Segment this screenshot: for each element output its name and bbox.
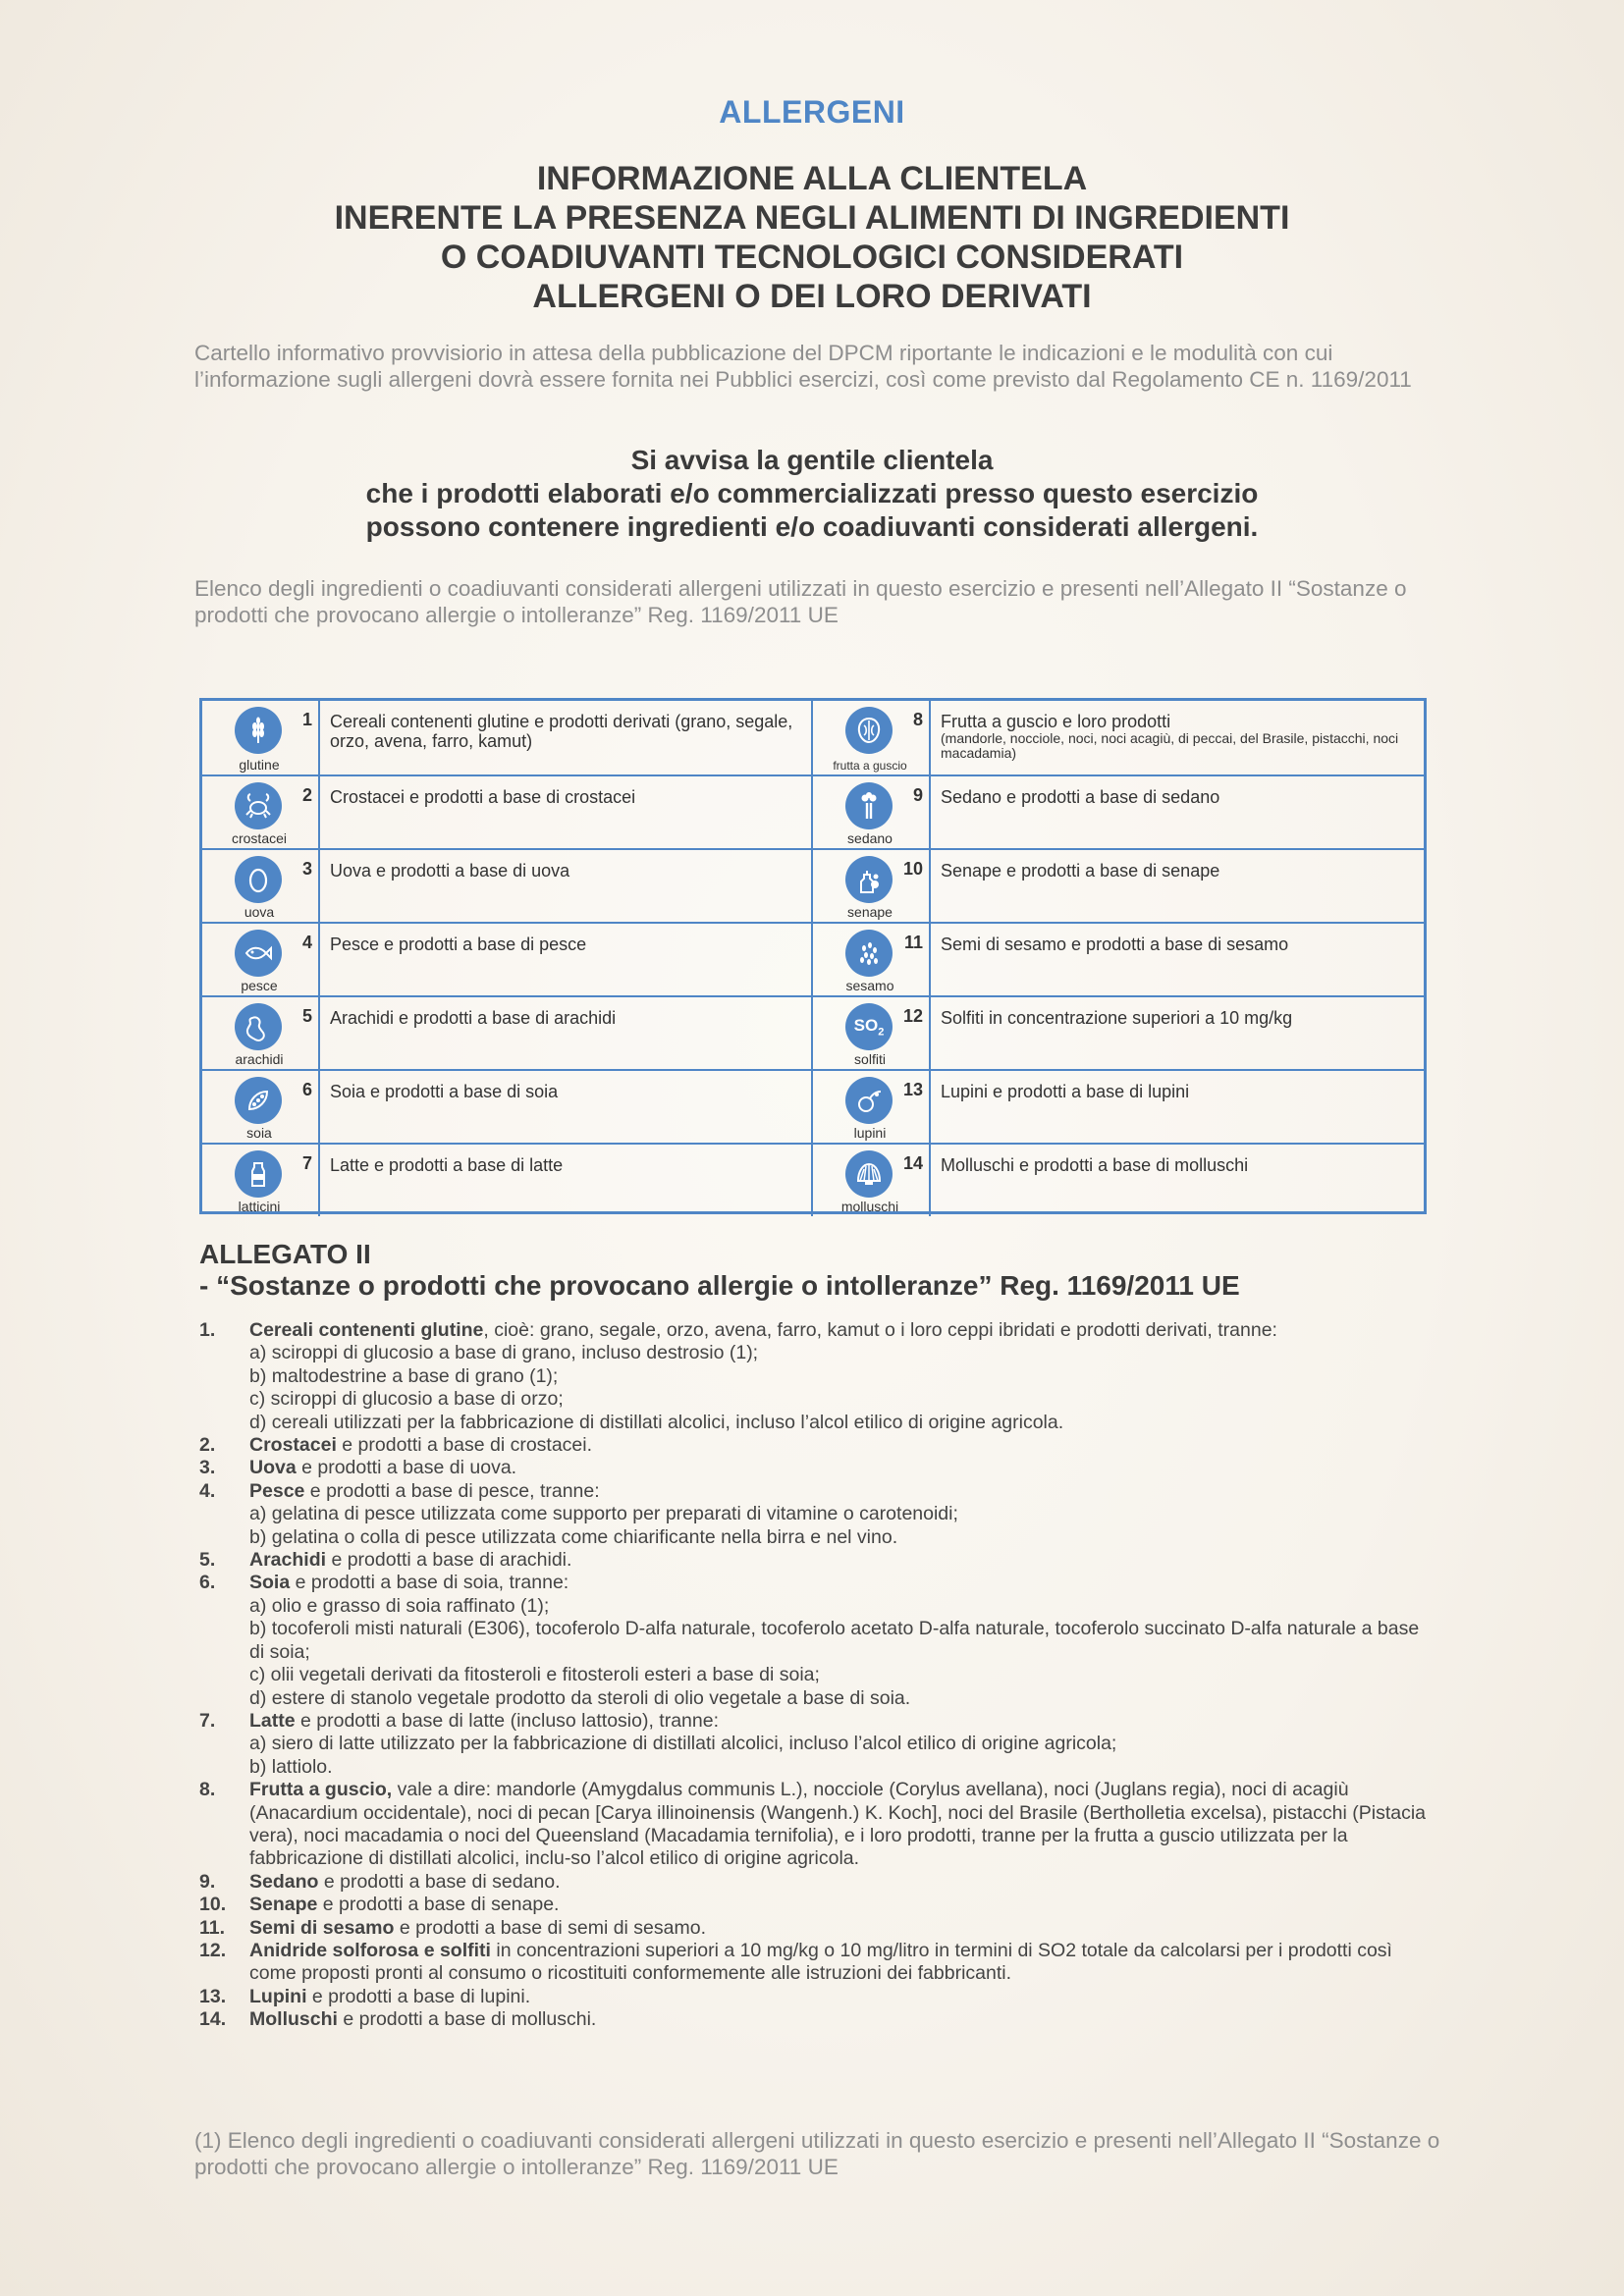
list-item xyxy=(199,1940,1435,1986)
allergen-row xyxy=(202,1069,1424,1143)
allergen-text: Soia e prodotti a base di soia xyxy=(330,1082,559,1101)
icon-caption: uova xyxy=(244,904,275,920)
sesame-icon xyxy=(845,930,893,977)
allergen-cell-sesamo xyxy=(813,924,1424,995)
so2-subscript: 2 xyxy=(878,1026,885,1039)
allergen-list-intro: Elenco degli ingredienti o coadiuvanti considerati allergeni utilizzati in questo esercizio e presenti nell’Allegato II “Sostanze o prodotti che provocano allergie o intolleranze” Reg. 1169/2011 UE xyxy=(194,576,1407,627)
list-item-number: 3. xyxy=(199,1457,216,1479)
icon-box xyxy=(202,850,320,922)
peanut-icon xyxy=(235,1003,282,1050)
list-item xyxy=(199,1871,1435,1894)
allergen-text: Molluschi e prodotti a base di molluschi xyxy=(941,1155,1249,1175)
list-item-text: e prodotti a base di lupini. xyxy=(306,1985,531,2007)
list-item-number: 2. xyxy=(199,1434,216,1457)
icon-caption: sesamo xyxy=(845,978,894,993)
icon-box xyxy=(813,924,931,995)
icon-box xyxy=(813,1145,931,1216)
allergen-row xyxy=(202,1143,1424,1216)
list-item xyxy=(199,1549,1435,1572)
list-item-term: Molluschi xyxy=(249,2008,338,2031)
allergen-cell-solfiti xyxy=(813,997,1424,1069)
title-line: INERENTE LA PRESENZA NEGLI ALIMENTI DI INGREDIENTI xyxy=(334,199,1290,237)
list-subitem: b) maltodestrine a base di grano (1); xyxy=(249,1364,559,1387)
list-item-text: e prodotti a base di latte (incluso lattosio), tranne: xyxy=(295,1709,720,1732)
list-item-text: e prodotti a base di sedano. xyxy=(318,1870,561,1893)
list-subitem: d) cereali utilizzati per la fabbricazione di distillati alcolici, incluso l’alcol etilico di origine agricola. xyxy=(249,1411,1064,1433)
allergen-cell-latticini xyxy=(202,1145,813,1216)
list-item-text: e prodotti a base di uova. xyxy=(296,1457,517,1479)
icon-caption: frutta a guscio xyxy=(833,759,907,773)
egg-icon xyxy=(235,856,282,903)
icon-box xyxy=(202,776,320,848)
icon-box xyxy=(813,776,931,848)
list-subitem: a) siero di latte utilizzato per la fabbricazione di distillati alcolici, incluso l’alcol etilico di origine agricola; xyxy=(249,1733,1117,1755)
icon-box xyxy=(813,701,931,774)
list-item-number: 5. xyxy=(199,1549,216,1572)
title-line: INFORMAZIONE ALLA CLIENTELA xyxy=(536,160,1088,197)
allergen-description xyxy=(330,934,801,954)
allergen-cell-senape xyxy=(813,850,1424,922)
list-subitem: b) gelatina o colla di pesce utilizzata come chiarificante nella birra e nel vino. xyxy=(249,1525,898,1548)
fish-icon xyxy=(235,930,282,977)
lupin-icon xyxy=(845,1077,893,1124)
allergen-description xyxy=(941,861,1412,881)
list-item-term: Arachidi xyxy=(249,1549,327,1572)
allergen-description xyxy=(330,1008,801,1028)
allergen-number: 2 xyxy=(301,785,312,805)
allergen-row xyxy=(202,701,1424,774)
allergen-cell-crostacei xyxy=(202,776,813,848)
allergen-row xyxy=(202,922,1424,995)
icon-caption: molluschi xyxy=(840,1199,899,1214)
icon-box xyxy=(813,997,931,1069)
allergen-description xyxy=(330,712,801,751)
list-item-text: e prodotti a base di semi di sesamo. xyxy=(394,1916,706,1939)
list-item xyxy=(199,1480,1435,1549)
list-item-term: Latte xyxy=(249,1709,296,1732)
list-item xyxy=(199,1457,1435,1479)
notice xyxy=(194,444,1430,544)
allergen-row xyxy=(202,774,1424,848)
allegato-list xyxy=(199,1319,1435,2032)
allergen-text: Pesce e prodotti a base di pesce xyxy=(330,934,587,954)
title-line: ALLERGENI O DEI LORO DERIVATI xyxy=(532,278,1092,315)
allergen-description xyxy=(941,712,1412,761)
list-item xyxy=(199,1779,1435,1871)
list-item-number: 10. xyxy=(199,1894,227,1916)
list-item-term: Pesce xyxy=(249,1479,305,1502)
allergen-number: 1 xyxy=(301,710,312,729)
list-item-text: , cioè: grano, segale, orzo, avena, farro, kamut o i loro ceppi ibridati e prodotti derivati, tranne: xyxy=(483,1319,1277,1341)
allergen-subtext: (mandorle, nocciole, noci, noci acagiù, di peccai, del Brasile, pistacchi, noci macadamia) xyxy=(941,730,1399,761)
allergen-number: 3 xyxy=(301,859,312,879)
allergen-description xyxy=(941,1082,1412,1101)
allergen-description xyxy=(330,1155,801,1175)
allergen-cell-molluschi xyxy=(813,1145,1424,1216)
allergen-text: Solfiti in concentrazione superiori a 10 mg/kg xyxy=(941,1008,1293,1028)
allergen-number: 14 xyxy=(902,1153,923,1173)
allergen-number: 13 xyxy=(902,1080,923,1099)
list-item xyxy=(199,2008,1435,2031)
list-item-number: 9. xyxy=(199,1870,216,1893)
icon-caption: soia xyxy=(246,1125,272,1141)
list-item-text: e prodotti a base di crostacei. xyxy=(336,1434,593,1457)
allergen-row xyxy=(202,995,1424,1069)
list-item-text: e prodotti a base di molluschi. xyxy=(337,2008,597,2031)
icon-box xyxy=(202,1145,320,1216)
list-subitem: c) olii vegetali derivati da fitosteroli e fitosteroli esteri a base di soia; xyxy=(249,1664,820,1686)
allergen-text: Uova e prodotti a base di uova xyxy=(330,861,570,881)
allergen-table xyxy=(199,698,1427,1214)
allergen-number: 10 xyxy=(902,859,923,879)
allergen-text: Frutta a guscio e loro prodotti xyxy=(941,712,1171,731)
section-label: ALLERGENI xyxy=(719,94,905,130)
allergen-text: Cereali contenenti glutine e prodotti derivati (grano, segale, orzo, avena, farro, kamut) xyxy=(330,712,793,751)
list-item-term: Anidride solforosa e solfiti xyxy=(249,1939,491,1961)
allergen-number: 7 xyxy=(301,1153,312,1173)
list-item-text: e prodotti a base di senape. xyxy=(317,1894,560,1916)
allergen-number: 11 xyxy=(903,933,923,952)
notice-line: Si avvisa la gentile clientela xyxy=(630,445,994,475)
allergen-text: Lupini e prodotti a base di lupini xyxy=(941,1082,1190,1101)
allergen-number: 12 xyxy=(902,1006,923,1026)
allergen-row xyxy=(202,848,1424,922)
allergen-description xyxy=(941,1008,1412,1028)
list-item-term: Lupini xyxy=(249,1985,307,2007)
list-item xyxy=(199,1986,1435,2008)
list-item-number: 1. xyxy=(199,1319,216,1341)
list-item-number: 7. xyxy=(199,1709,216,1732)
list-item-text: e prodotti a base di soia, tranne: xyxy=(290,1572,569,1594)
allergen-text: Latte e prodotti a base di latte xyxy=(330,1155,564,1175)
list-item xyxy=(199,1917,1435,1940)
intro-paragraph: Cartello informativo provvisiorio in attesa della pubblicazione del DPCM riportante le indicazioni e le modulità con cui l’informazione sugli allergeni dovrà essere fornita nei Pubblici esercizi, così come previsto dal Regolamento CE n. 1169/2011 xyxy=(194,341,1412,392)
icon-caption: arachidi xyxy=(235,1051,284,1067)
icon-caption: senape xyxy=(847,904,893,920)
allergen-description xyxy=(941,787,1412,807)
list-item-text: e prodotti a base di pesce, tranne: xyxy=(304,1479,600,1502)
so2-icon xyxy=(845,1003,893,1050)
list-item xyxy=(199,1434,1435,1457)
allergen-number: 8 xyxy=(912,710,923,729)
allergen-text: Semi di sesamo e prodotti a base di sesamo xyxy=(941,934,1289,954)
list-item-term: Uova xyxy=(249,1457,297,1479)
allergen-description xyxy=(941,934,1412,954)
icon-box xyxy=(813,850,931,922)
allergen-text: Sedano e prodotti a base di sedano xyxy=(941,787,1220,807)
icon-box xyxy=(202,924,320,995)
list-item-term: Senape xyxy=(249,1894,318,1916)
list-subitem: a) sciroppi di glucosio a base di grano, incluso destrosio (1); xyxy=(249,1342,759,1364)
allergen-text: Senape e prodotti a base di senape xyxy=(941,861,1220,881)
celery-icon xyxy=(845,782,893,829)
crab-icon xyxy=(235,782,282,829)
title-line: O COADIUVANTI TECNOLOGICI CONSIDERATI xyxy=(440,239,1184,276)
allergen-description xyxy=(330,787,801,807)
list-item-term: Cereali contenenti glutine xyxy=(249,1319,484,1341)
notice-line: che i prodotti elaborati e/o commercializzati presso questo esercizio xyxy=(365,478,1259,508)
list-item xyxy=(199,1572,1435,1709)
allergen-number: 5 xyxy=(301,1006,312,1026)
list-item-term: Soia xyxy=(249,1572,291,1594)
list-item-term: Sedano xyxy=(249,1870,319,1893)
wheat-icon xyxy=(235,707,282,754)
list-subitem: c) sciroppi di glucosio a base di orzo; xyxy=(249,1388,564,1411)
allergen-cell-soia xyxy=(202,1071,813,1143)
notice-line: possono contenere ingredienti e/o coadiuvanti considerati allergeni. xyxy=(365,511,1259,542)
icon-box xyxy=(202,701,320,774)
milk-bottle-icon xyxy=(235,1150,282,1198)
list-item-number: 12. xyxy=(199,1939,227,1961)
allergen-cell-arachidi xyxy=(202,997,813,1069)
icon-box xyxy=(813,1071,931,1143)
list-item xyxy=(199,1894,1435,1916)
nut-icon xyxy=(845,707,893,754)
allergen-number: 4 xyxy=(301,933,312,952)
icon-caption: glutine xyxy=(239,757,280,773)
list-item-term: Semi di sesamo xyxy=(249,1916,395,1939)
icon-caption: lupini xyxy=(853,1125,887,1141)
mustard-icon xyxy=(845,856,893,903)
list-subitem: d) estere di stanolo vegetale prodotto da steroli di olio vegetale a base di soia. xyxy=(249,1686,911,1709)
allergen-cell-lupini xyxy=(813,1071,1424,1143)
list-item-number: 8. xyxy=(199,1779,216,1801)
icon-box xyxy=(202,1071,320,1143)
allergen-text: Crostacei e prodotti a base di crostacei xyxy=(330,787,636,807)
icon-box xyxy=(202,997,320,1069)
allergen-description xyxy=(330,1082,801,1101)
list-subitem: b) lattiolo. xyxy=(249,1755,333,1778)
list-subitem: b) tocoferoli misti naturali (E306), tocoferolo D-alfa naturale, tocoferolo acetato D-alfa naturale, tocoferolo succinato D-alfa naturale a base di soia; xyxy=(249,1618,1420,1663)
shell-icon xyxy=(845,1150,893,1198)
soy-icon xyxy=(235,1077,282,1124)
footnote: (1) Elenco degli ingredienti o coadiuvanti considerati allergeni utilizzati in questo esercizio e presenti nell’Allegato II “Sostanze o prodotti che provocano allergie o intolleranze” Reg. 1169/2011 UE xyxy=(194,2128,1440,2179)
list-item-number: 13. xyxy=(199,1985,227,2007)
list-item-term: Crostacei xyxy=(249,1434,337,1457)
list-subitem: a) olio e grasso di soia raffinato (1); xyxy=(249,1594,550,1617)
allegato-subtitle: - “Sostanze o prodotti che provocano allergie o intolleranze” Reg. 1169/2011 UE xyxy=(199,1270,1240,1301)
allergen-text: Arachidi e prodotti a base di arachidi xyxy=(330,1008,617,1028)
icon-caption: sedano xyxy=(847,830,893,846)
allergen-cell-sedano xyxy=(813,776,1424,848)
list-item-term: Frutta a guscio, xyxy=(249,1779,393,1801)
list-item-number: 6. xyxy=(199,1572,216,1594)
allergen-description xyxy=(941,1155,1412,1175)
list-item xyxy=(199,1710,1435,1779)
list-item-number: 4. xyxy=(199,1479,216,1502)
icon-caption: solfiti xyxy=(854,1051,886,1067)
so2-label: $SO_2$ xyxy=(853,1015,885,1039)
allegato-title: ALLEGATO II xyxy=(199,1239,371,1269)
allergen-cell-frutta-a-guscio xyxy=(813,701,1424,774)
list-item-number: 11. xyxy=(199,1916,226,1939)
icon-caption: pesce xyxy=(241,978,278,993)
allergen-description xyxy=(330,861,801,881)
list-item-text: vale a dire: mandorle (Amygdalus communis L.), nocciole (Corylus avellana), noci (Juglans regia), noci di acagiù (Anacardium occidentale), noci di pecan [Carya illinoinensis (Wangenh.) K. Koch], noci del Brasile (Bertholletia excelsa), pistacchi (Pistacia vera), noci macadamia o noci del Queensland (Macadamia ternifolia), e i loro prodotti, tranne per la frutta a guscio utilizzata per la fabbricazione di distillati alcolici, inclu-so l’alcol etilico di origine agricola. xyxy=(249,1779,1427,1870)
list-subitem: a) gelatina di pesce utilizzata come supporto per preparati di vitamine o carotenoidi; xyxy=(249,1503,958,1525)
list-item-text: e prodotti a base di arachidi. xyxy=(326,1549,572,1572)
allergen-cell-glutine xyxy=(202,701,813,774)
allergen-number: 9 xyxy=(912,785,923,805)
allergen-cell-pesce xyxy=(202,924,813,995)
list-item-number: 14. xyxy=(199,2008,227,2031)
list-item-text: in concentrazioni superiori a 10 mg/kg o 10 mg/litro in termini di SO2 totale da calcolarsi per i prodotti così come proposti pronti al consumo o ricostituiti conformemente alle istruzioni dei fabbricanti. xyxy=(249,1939,1392,1985)
page-title xyxy=(147,159,1477,316)
icon-caption: crostacei xyxy=(231,830,288,846)
icon-caption: latticini xyxy=(238,1199,281,1214)
list-item xyxy=(199,1319,1435,1434)
allergen-cell-uova xyxy=(202,850,813,922)
allergen-number: 6 xyxy=(301,1080,312,1099)
